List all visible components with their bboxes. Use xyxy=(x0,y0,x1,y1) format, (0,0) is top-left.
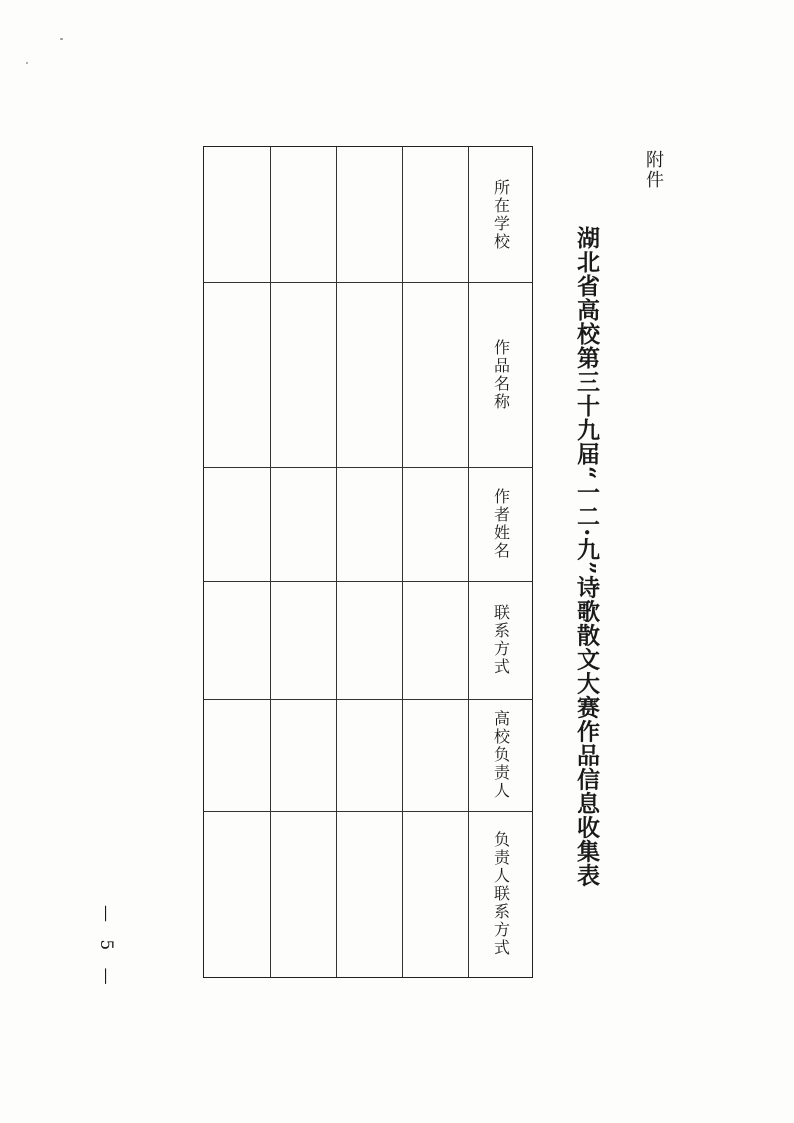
header-cell-school xyxy=(468,147,534,282)
header-work-title: 作品名称 xyxy=(491,338,511,411)
header-contact: 联系方式 xyxy=(491,604,511,676)
table-row[interactable] xyxy=(204,147,270,977)
info-collection-table xyxy=(203,146,533,978)
scan-speck xyxy=(60,38,63,40)
header-cell-author-name xyxy=(468,467,534,581)
table-row[interactable] xyxy=(270,147,336,977)
page-number: — 5 — xyxy=(96,905,116,991)
header-school: 所在学校 xyxy=(491,178,511,251)
table-row[interactable] xyxy=(336,147,402,977)
document-title: 湖北省高校第三十九届“一二·九”诗歌散文大赛作品信息收集表 xyxy=(573,226,600,888)
header-school-coordinator: 高校负责人 xyxy=(491,710,511,800)
header-cell-coordinator-contact xyxy=(468,811,534,977)
header-cell-school-coordinator xyxy=(468,699,534,811)
header-cell-contact xyxy=(468,581,534,699)
scan-speck xyxy=(26,62,28,64)
header-coordinator-contact: 负责人联系方式 xyxy=(491,831,511,957)
header-author-name: 作者姓名 xyxy=(491,488,511,560)
header-cell-work-title xyxy=(468,282,534,467)
table-row[interactable] xyxy=(402,147,468,977)
attachment-label: 附件 xyxy=(643,150,664,190)
